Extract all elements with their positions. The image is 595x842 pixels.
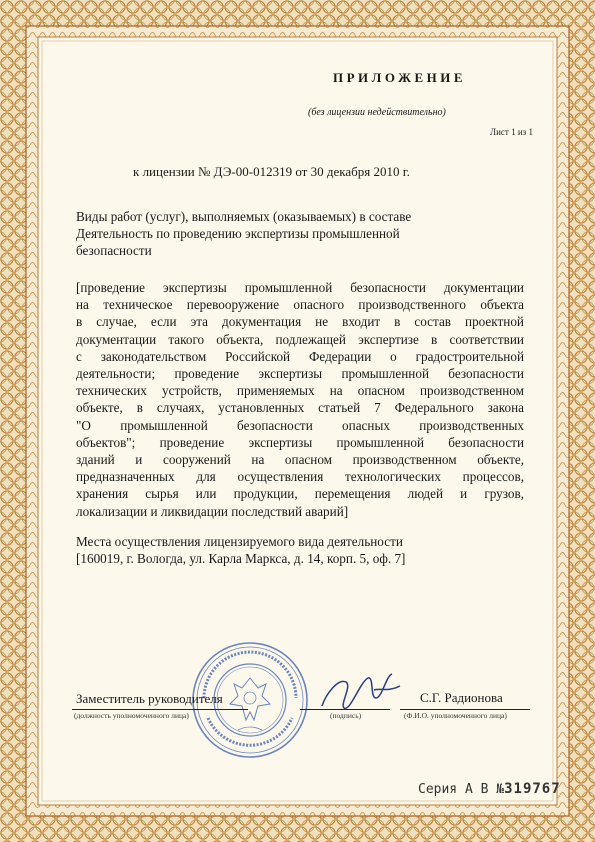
works-list	[76, 279, 524, 520]
works-list-line: на техническое перевооружение опасного производственного объекта	[76, 297, 524, 313]
works-list-line: в случае, если эта документация не входит в состав проектной	[76, 314, 524, 330]
works-list-line: "О промышленной безопасности опасных производственных	[76, 417, 524, 433]
works-list-line: хранения сырья или продукции, перемещения людей и грузов,	[76, 486, 524, 502]
works-list-line: деятельности; проведение экспертизы промышленной безопасности	[76, 366, 524, 382]
signature-caption: (подпись)	[330, 711, 362, 720]
series-number: 319767	[504, 781, 561, 797]
position-underline	[72, 709, 248, 710]
document-title: ПРИЛОЖЕНИЕ	[333, 70, 467, 85]
works-list-line: объекте, в случаях, установленных статьей 7 Федерального закона	[76, 400, 524, 416]
works-list-line: предназначенных для осуществления технологических процессов,	[76, 469, 524, 485]
name-caption: (Ф.И.О. уполномоченного лица)	[404, 711, 507, 720]
signature-underline	[300, 709, 390, 710]
works-list-line: технических устройств, применяемых на опасном производственном	[76, 383, 524, 399]
works-intro-line: Виды работ (услуг), выполняемых (оказываемых) в составе	[76, 209, 412, 224]
validity-note: (без лицензии недействительно)	[308, 107, 446, 118]
works-list-line: локализации и ликвидации последствий аварий]	[76, 503, 349, 519]
works-list-line: [проведение экспертизы промышленной безопасности документации	[76, 280, 524, 295]
name-underline	[400, 709, 530, 710]
works-intro-line: безопасности	[76, 243, 152, 259]
works-list-line: документации такого объекта, подлежащей экспертизе в соответствии	[76, 331, 524, 347]
works-intro	[76, 208, 476, 260]
license-reference: к лицензии № ДЭ-00-012319 от 30 декабря 2010 г.	[133, 164, 410, 179]
works-intro-line: Деятельность по проведению экспертизы промышленной	[76, 226, 400, 242]
location-line: Места осуществления лицензируемого вида деятельности	[76, 534, 403, 549]
works-list-line: объектов"; проведение экспертизы промышленной безопасности	[76, 434, 524, 450]
works-list-line: с законодательством Российской Федерации о градостроительной	[76, 348, 524, 364]
position-caption: (должность уполномоченного лица)	[74, 711, 189, 720]
activity-location	[76, 533, 476, 567]
works-list-line: зданий и сооружений на опасном производственном объекте,	[76, 452, 524, 468]
location-line: [160019, г. Вологда, ул. Карла Маркса, д. 14, корп. 5, оф. 7]	[76, 551, 406, 567]
form-series	[418, 781, 561, 797]
sheet-number: Лист 1 из 1	[490, 127, 533, 137]
signatory-position: Заместитель руководителя	[76, 691, 223, 706]
signatory-name: С.Г. Радионова	[420, 690, 503, 705]
series-prefix: Серия А В №	[418, 782, 505, 797]
